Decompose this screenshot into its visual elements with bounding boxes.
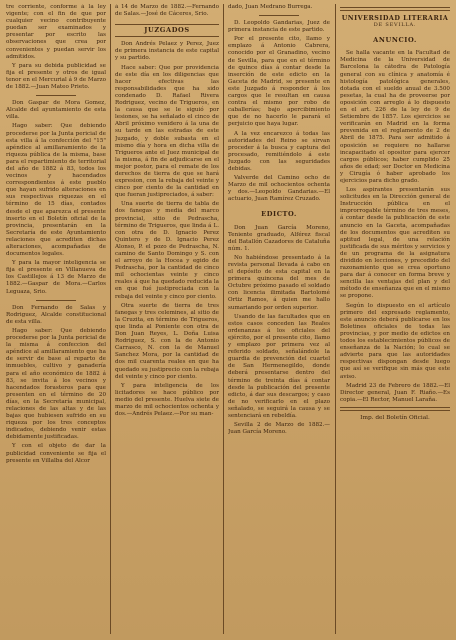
column-3 — [228, 4, 330, 636]
paragraph: No habiéndose presentado á la revista personal llevada á cabo en el depósito de esta capital en la primera quincena del mes de Octubre próximo pasado el soldado con licencia ilimitada Bartolomé Ortiz Ramos, á quien me hallo sumariando por orden superior. — [228, 254, 330, 311]
separator — [36, 95, 76, 96]
paragraph: Y con el objeto de dar la publicidad conveniente se fija el presente en Villalba del Alcor — [6, 443, 106, 464]
double-rule — [340, 407, 450, 411]
separator — [259, 15, 300, 16]
separator — [36, 300, 76, 301]
paragraph: Usando de las facultades que en estos casos conceden las Reales ordenanzas á los oficiales del ejército, por el presente cito, llamo y emplazo por primera vez al referido soldado, señalándole la guardia de prevención del cuartel de San Hermenegildo, donde deberá presentarse dentro del término de treinta días á contar desde la publicación del presente edicto, á dar sus descargos; y caso de no verificarlo en el plazo señalado, se seguirá la causa y se sentenciará en rebeldía. — [228, 313, 330, 419]
paragraph: Por el presente cito, llamo y emplazo á Antonio Cabrera, conocido por el Granadino, vecino de Sevilla, para que en el término de quince días á contar desde la inserción de este edicto en la Gaceta de Madrid, se presente en este Juzgado á responder á los cargos que le resultan en causa contra el mismo por robo de caballerías; bajo apercibimiento que de no hacerlo le parará el perjuicio que haya lugar. — [228, 36, 330, 128]
printer-imprint: Imp. del Boletín Oficial. — [360, 414, 430, 421]
paragraph: Valverde del Camino ocho de Marzo de mil ochocientos ochenta y dos.—Leopoldo Gandarias.—El actuario, Juan Ramírez Cruzado. — [228, 175, 330, 203]
paragraph: Y para su debida publicidad se fija el presente y otros de igual tenor en el Mercurial á 9 de Marzo de 1882.—Juan Mateo Prieto. — [6, 62, 106, 91]
notice-heading: D. Leopoldo Gandarias, Juez de primera instancia de este partido. — [228, 20, 330, 34]
paragraph: Se halla vacante en la Facultad de Medicina de la Universidad de Barcelona la cátedra de Patología general con su clínica y anatomía é histología patológica generales, dotada con el sueldo anual de 3.500 pesetas, la cual ha de proveerse por oposición con arreglo á lo dispuesto en el art. 226 de la ley de 9 de Setiembre de 1857. Los ejercicios se verificarán en Madrid en la forma prevenida en el reglamento de 2 de Abril de 1875. Para ser admitido á oposición se requiere no hallarse incapacitado el opositor para ejercer cargos públicos; haber cumplido 25 años de edad; ser Doctor en Medicina y Cirugía ó haber aprobado los ejercicios para dicho grado. — [340, 50, 450, 184]
notice-heading: Don Gaspar de Mora Gomez, Alcalde del ayuntamiento de esta villa. — [6, 100, 106, 121]
column-rule — [110, 4, 111, 634]
paragraph: Una suerte de tierra de tabla de dos fanegas y media del marco provincial, sitio de Pedrascha, término de Trigueros, que linda á L. con otra de D. Ignacio Perez Quintero y de D. Ignacio Perez Alonso, P. el pozo de Pedrascha, N. camino de Santo Domingo y S. con el arroyo de la Hocea y egido de Pedrascha, por la cantidad de cinco mil ochocientas veinte y cinco reales á que ha quedado reducida la en que fué justipreciada con la rebaja del veinte y cinco por ciento. — [115, 201, 219, 300]
paragraph: Hago saber: Que debiendo procederse por la Junta pericial de la misma á confeccion del apéndice al amillaramiento que ha de servir de base al reparto de inmuebles, cultivo y ganadería para el año económico de 1882 á 83, se invita á los vecinos y hacendados forasteros para que presenten en el término de 20 días, en la Secretaría municipal, relaciones de las altas y de las bajas que hubiesen sufrido en su riqueza por los tres conceptos indicados, debiendo venir estas debidamente justificadas. — [6, 327, 106, 441]
paragraph: Hago saber: Que debiendo procederse por la Junta pericial de esta villa á la confección del "15" apéndice al amillaramiento de la riqueza pública de la misma, base para el repartimiento de territorial del año de 1882 á 83, todos los vecinos y hacendados correspondientes á este pueblo que hayan sufrido alteraciones en sus respectivas riquezas en el término de 15 días, contados desde el que aparezca el presente inserto en el Boletín oficial de la provincia, presentarán en la Secretaría de este Ayuntamiento relaciones que acrediten dichas alteraciones, acompañadas de documentos legales. — [6, 123, 106, 258]
paragraph: Sevilla 2 de Marzo de 1882.—Juan García Moreno. — [228, 422, 330, 436]
paragraph: Hace saber: Que por providencia de este día en los diligencias que hacer efectivas las responsabilidades que ha sido condenado D. Rafael Rivera Rodriguez, vecino de Trigueros, en la causa que se le siguió por lesiones, se ha señalado el cinco de Abril próximo venidero á la una de su tarde en las estradas de este Juzgado, y doble subasta en el mismo día y hora en dicha villa de Trigueros ante el Juez municipal de la misma, á fin de adjudicarse en el mejor postor, para el remate de los derechos de tierra de que se hará expresion, con la rebaja del veinte y cinco por ciento de la cantidad en que fueran justipreciados, á saber: — [115, 64, 219, 199]
paragraph: Según lo dispuesto en el artículo primero del expresado reglamento, este anuncio deberá publicarse en los Boletines oficiales de todas las provincias, y por medio de edictos en todos los establecimientos públicos de enseñanza de la Nación; lo cual se advierte para que las autoridades respectivas dispongan desde luego que así se verifique sin más que este aviso. — [340, 302, 450, 380]
paragraph: Y para la mayor inteligencia se fija el presente en Villanueva de los Castillejos á 13 de Marzo de 1882.—Gaspar de Mora.—Carlos Leguaza, Srio. — [6, 260, 106, 295]
double-rule — [340, 7, 450, 11]
column-rule — [335, 4, 336, 634]
column-1 — [6, 4, 106, 636]
paragraph: á 14 de Marzo de 1882.—Fernando de Salas.—José de Cáceres, Srio. — [115, 4, 219, 18]
paragraph: Otra suerte de tierra de tres fanegas y tres celemines, al sitio de la Cruzita, en término de Trigueros, que linda al Poniente con otra de Don Juan Reyes, L. Doña Luisa Rodriguez, S. con la de Antonio Carrasco, N. con la de Manuel Sanchez Mora, por la cantidad de dos mil cuarenta reales en que ha quedado su justiprecio con la rebaja del veinte y cinco por ciento. — [115, 302, 219, 380]
university-title: UNIVERSIDAD LITERARIA — [341, 14, 449, 22]
university-subtitle: DE SEVILLA. — [373, 22, 417, 29]
section-header-edicto: EDICTO. — [261, 210, 297, 219]
column-rule — [223, 4, 224, 634]
paragraph: Y para inteligencia de los licitadores se hace público por medio del presente. Huelva siete de marzo de mil ochocientos ochenta y dos.—Andrés Pelaez.—Por su man- — [115, 382, 219, 418]
notice-heading: Don Juan García Moreno, Teniente graduado, Alférez fiscal del Batallón Cazadores de Cataluña núm. 1. — [228, 224, 330, 252]
notice-heading: Don Fernando de Salas y Rodriguez, Alcalde constitucional de esta villa. — [6, 304, 106, 325]
notice-heading: Don Andrés Pelaez y Perez, Juez de primera instancia de este capital y su partido. — [115, 41, 219, 62]
paragraph: dado, Juan Medrano Burrega. — [228, 4, 313, 10]
paragraph: A la vez encarezco á todas las autoridades del Reino se sirvan proceder á la busca y captura del procesado, remitiéndolo á este Juzgado con las seguridades debidas. — [228, 130, 330, 172]
section-header-anuncio: ANUNCIO. — [373, 36, 417, 45]
section-header-juzgados: JUZGADOS — [115, 24, 219, 37]
paragraph: Madrid 23 de Febrero de 1882.—El Director general, Juan F. Riaño.—Es copia.—El Rector, Manuel Laraña. — [340, 382, 450, 403]
paragraph: Los aspirantes presentarán sus solicitudes en la Dirección general de Instrucción pública en el improrrogable término de tres meses, á contar desde la publicación de este anuncio en la Gaceta, acompañadas de los documentos que acrediten su aptitud legal, de una relación justificada de sus méritos y servicios y de un programa de la asignatura dividido en lecciones, y precedido del razonamiento que se crea oportuno para dar á conocer en forma breve y sencilla las ventajas del plan y del método de enseñanza que en el mismo se propone. — [340, 187, 450, 300]
column-4 — [340, 4, 450, 636]
paragraph: tre corriente, conforme á la ley vigente; con el fin de que por cualquier vecino contribuyente puedan ser examinados y presentar por escrito las observaciones que crea por convenientes y puedan servir los admitidos. — [6, 4, 106, 60]
column-2 — [115, 4, 219, 636]
